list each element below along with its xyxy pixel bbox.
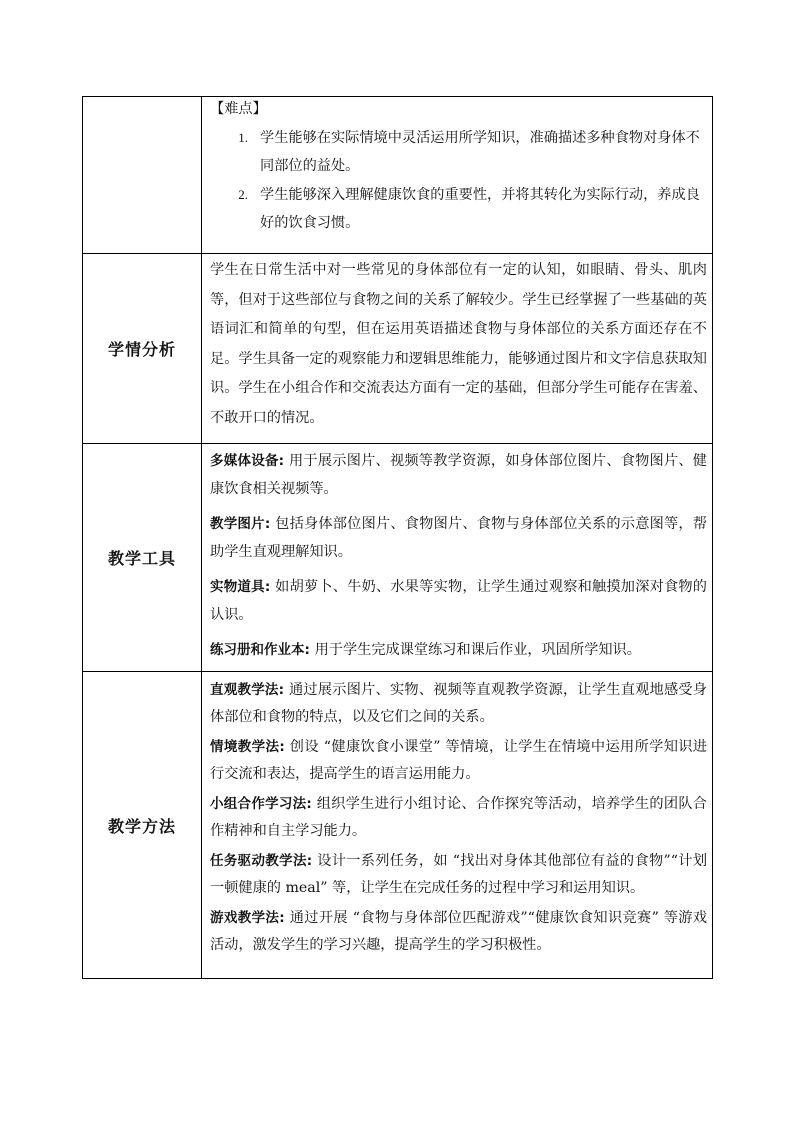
item-desc: 包括身体部位图片、食物图片、食物与身体部位关系的示意图等，帮助学生直观理解知识。: [210, 516, 707, 560]
item-desc: 通过展示图片、实物、视频等直观教学资源，让学生直观地感受身体部位和食物的特点，以及它们之间的关系。: [210, 682, 707, 725]
list-item: [210, 124, 707, 181]
method-item-situational: [210, 734, 707, 787]
method-item-game: [210, 905, 707, 958]
item-sep: :: [278, 682, 290, 698]
analysis-cell: [202, 254, 713, 444]
item-text: 学生能够深入理解健康饮食的重要性，并将其转化为实际行动，养成良好的饮食习惯。: [260, 186, 700, 231]
item-desc: 通过开展 “食物与身体部位匹配游戏”“健康饮食知识竞赛” 等游戏活动，激发学生的学习兴趣，提高学生的学习积极性。: [210, 910, 707, 953]
item-number: 1.: [238, 129, 248, 145]
item-desc: 如胡萝卜、牛奶、水果等实物，让学生通过观察和触摸加深对食物的认识。: [210, 579, 707, 623]
item-sep: :: [279, 910, 290, 926]
item-term: 实物道具: [210, 579, 265, 595]
item-desc: 创设 “健康饮食小课堂” 等情境，让学生在情境中运用所学知识进行交流和表达，提高学生的语言运用能力。: [210, 739, 707, 782]
item-sep: :: [304, 642, 315, 658]
tool-item-props: [210, 573, 707, 629]
item-term: 小组合作学习法: [210, 796, 307, 812]
lesson-plan-table: [82, 96, 713, 979]
item-desc: 设计一系列任务，如 “找出对身体其他部位有益的食物”“计划一顿健康的 meal” 等，让学生在完成任务的过程中学习和运用知识。: [210, 853, 708, 896]
difficulty-list: [210, 124, 707, 238]
item-sep: :: [306, 853, 318, 869]
item-sep: :: [264, 516, 276, 532]
item-term: 情境教学法: [210, 739, 280, 755]
item-desc: 用于学生完成课堂练习和课后作业，巩固所学知识。: [314, 642, 641, 658]
item-sep: :: [306, 796, 317, 812]
tools-cell: [202, 444, 713, 672]
method-item-intuitive: [210, 677, 707, 730]
analysis-row: [83, 254, 713, 444]
item-term: 任务驱动教学法: [210, 853, 307, 869]
item-sep: :: [264, 579, 276, 595]
difficulty-cell: [202, 97, 713, 254]
methods-label: 教学方法: [83, 672, 202, 979]
method-item-task: [210, 848, 707, 901]
tool-item-multimedia: [210, 447, 707, 503]
methods-cell: [202, 672, 713, 979]
item-term: 直观教学法: [210, 682, 279, 698]
difficulty-heading: 【难点】: [210, 101, 267, 117]
item-sep: :: [279, 739, 290, 755]
tools-row: [83, 444, 713, 672]
analysis-label: 学情分析: [83, 254, 202, 444]
methods-row: [83, 672, 713, 979]
item-desc: 用于展示图片、视频等教学资源，如身体部位图片、食物图片、健康饮食相关视频等。: [210, 453, 707, 497]
item-number: 2.: [238, 186, 248, 202]
item-sep: :: [278, 453, 290, 469]
difficulty-row: [83, 97, 713, 254]
item-term: 教学图片: [210, 516, 265, 532]
item-term: 多媒体设备: [210, 453, 279, 469]
tool-item-pictures: [210, 510, 707, 566]
tool-item-workbooks: [210, 636, 707, 664]
item-term: 游戏教学法: [210, 910, 280, 926]
difficulty-label-cell: [83, 97, 202, 254]
item-term: 练习册和作业本: [210, 642, 305, 658]
list-item: [210, 181, 707, 238]
method-item-group: [210, 791, 707, 844]
item-text: 学生能够在实际情境中灵活运用所学知识，准确描述多种食物对身体不同部位的益处。: [260, 129, 700, 174]
tools-label: 教学工具: [83, 444, 202, 672]
analysis-text: 学生在日常生活中对一些常见的身体部位有一定的认知，如眼睛、骨头、肌肉等，但对于这些部位与食物之间的关系了解较少。学生已经掌握了一些基础的英语词汇和简单的句型，但在运用英语描述食物与身体部位的关系方面还存在不足。学生具备一定的观察能力和逻辑思维能力，能够通过图片和文字信息获取知识。学生在小组合作和交流表达方面有一定的基础，但部分学生可能存在害羞、不敢开口的情况。: [210, 262, 707, 426]
item-desc: 组织学生进行小组讨论、合作探究等活动，培养学生的团队合作精神和自主学习能力。: [210, 796, 707, 839]
